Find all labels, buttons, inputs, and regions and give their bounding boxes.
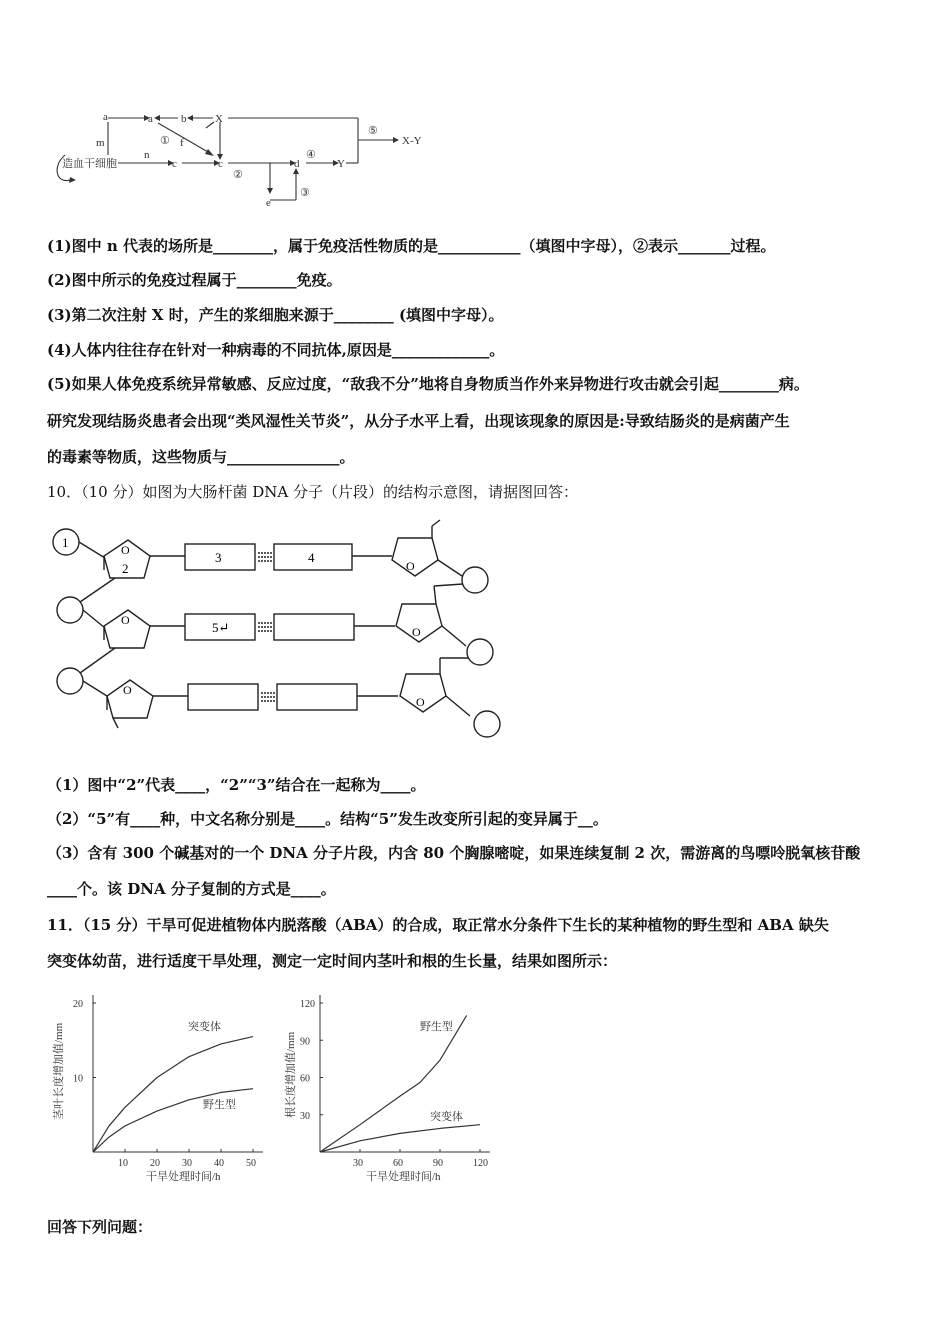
diagram-label: a xyxy=(148,113,153,125)
diagram-label: ② xyxy=(233,169,243,181)
q9-line-6: 研究发现结肠炎患者会出现“类风湿性关节炎”，从分子水平上看，出现该现象的原因是:导致结肠炎的是病菌产生 xyxy=(47,412,790,430)
diagram-label: ③ xyxy=(300,187,310,199)
q10-sub-3: （3）含有 300 个碱基对的一个 DNA 分子片段，内含 80 个胸腺嘧啶，如果连续复制 2 次，需游离的鸟嘌呤脱氧核苷酸 xyxy=(47,844,861,862)
dna-label-1: 1 xyxy=(62,535,69,550)
chart1-y-tick-label: 10 xyxy=(73,1073,83,1085)
root-growth-chart xyxy=(280,990,500,1190)
chart2-series-line-1 xyxy=(320,1125,480,1152)
q9-line-4: (4)人体内往往存在针对一种病毒的不同抗体,原因是_____________。 xyxy=(47,341,505,359)
diagram-label: d xyxy=(294,158,300,170)
dna-structure-diagram xyxy=(50,518,510,743)
dna-oxygen-label: O xyxy=(121,543,130,557)
chart2-y-label: 根长度增加值/mm xyxy=(285,1031,297,1118)
chart1-x-tick-label: 10 xyxy=(118,1158,128,1169)
chart1-legend-wild: 野生型 xyxy=(203,1099,236,1111)
chart2-x-tick-label: 60 xyxy=(393,1158,403,1169)
chart2-x-tick-label: 90 xyxy=(433,1158,443,1169)
q9-line-3: (3)第二次注射 X 时，产生的浆细胞来源于________ (填图中字母）。 xyxy=(47,306,504,324)
immune-process-diagram xyxy=(48,100,448,215)
q9-line-1: (1)图中 n 代表的场所是________，属于免疫活性物质的是___________（填图中字母），②表示_______过程。 xyxy=(47,237,776,255)
chart2-legend-mutant: 突变体 xyxy=(430,1111,463,1123)
diagram-label: ⑤ xyxy=(368,125,378,137)
stem-leaf-growth-chart xyxy=(48,990,278,1190)
chart2-y-tick-label: 30 xyxy=(300,1110,310,1122)
chart1-x-tick-label: 30 xyxy=(182,1158,192,1169)
diagram-label: ① xyxy=(160,135,170,147)
dna-oxygen-label: O xyxy=(416,695,425,709)
q10-sub-4: ____个。该 DNA 分子复制的方式是____。 xyxy=(47,880,336,898)
diagram-label: c xyxy=(172,158,177,170)
chart1-x-tick-label: 20 xyxy=(150,1158,160,1169)
dna-label-2: 2 xyxy=(122,561,129,576)
chart2-y-tick-label: 120 xyxy=(300,999,315,1010)
diagram-label: X-Y xyxy=(402,135,422,147)
diagram-label: X xyxy=(215,113,223,125)
diagram-label: c xyxy=(218,158,223,170)
chart2-y-tick-label: 60 xyxy=(300,1073,310,1085)
q11-answer-prompt: 回答下列问题： xyxy=(47,1218,153,1236)
chart2-series-line-0 xyxy=(320,1015,467,1152)
chart1-legend-mutant: 突变体 xyxy=(188,1021,221,1033)
dna-label-5: 5↵ xyxy=(212,620,230,635)
chart2-x-label: 干旱处理时间/h xyxy=(366,1171,441,1183)
q10-title: 10．（10 分）如图为大肠杆菌 DNA 分子（片段）的结构示意图，请据图回答： xyxy=(47,483,578,501)
diagram-label: m xyxy=(96,137,105,149)
diagram-label: n xyxy=(144,149,150,161)
dna-label-4: 4 xyxy=(308,550,315,565)
dna-oxygen-label: O xyxy=(412,625,421,639)
q10-sub-2: （2）“5”有____种，中文名称分别是____。结构“5”发生改变所引起的变异属于__。 xyxy=(47,810,608,828)
q10-sub-1: （1）图中“2”代表____，“2”“3”结合在一起称为____。 xyxy=(47,776,426,794)
q9-line-5: (5)如果人体免疫系统异常敏感、反应过度，“敌我不分”地将自身物质当作外来异物进行攻击就会引起________病。 xyxy=(47,375,809,393)
diagram-label: ④ xyxy=(306,149,316,161)
dna-label-3: 3 xyxy=(215,550,222,565)
dna-oxygen-label: O xyxy=(121,613,130,627)
dna-oxygen-label: O xyxy=(123,683,132,697)
diagram-label: b xyxy=(181,113,187,125)
diagram-label: a xyxy=(103,111,108,123)
chart1-x-label: 干旱处理时间/h xyxy=(146,1171,221,1183)
dna-oxygen-label: O xyxy=(406,559,415,573)
chart2-x-tick-label: 120 xyxy=(473,1158,488,1169)
chart1-x-tick-label: 50 xyxy=(246,1158,256,1169)
chart1-x-tick-label: 40 xyxy=(214,1158,224,1169)
q9-line-7: 的毒素等物质，这些物质与_______________。 xyxy=(47,448,355,466)
chart1-y-tick-label: 20 xyxy=(73,999,83,1010)
diagram-label: e xyxy=(266,197,271,209)
q11-line-2: 突变体幼苗，进行适度干旱处理，测定一定时间内茎叶和根的生长量，结果如图所示： xyxy=(47,952,618,970)
diagram-label: Y xyxy=(337,158,345,170)
chart2-x-tick-label: 30 xyxy=(353,1158,363,1169)
chart2-legend-wild: 野生型 xyxy=(420,1021,453,1033)
chart1-y-label: 茎叶长度增加值/mm xyxy=(53,1022,65,1120)
diagram-label: 造血干细胞 xyxy=(62,158,117,170)
chart2-y-tick-label: 90 xyxy=(300,1036,310,1048)
q11-line-1: 11．（15 分）干旱可促进植物体内脱落酸（ABA）的合成，取正常水分条件下生长的某种植物的野生型和 ABA 缺失 xyxy=(47,916,829,934)
chart1-series-line-0 xyxy=(93,1037,253,1152)
q9-line-2: (2)图中所示的免疫过程属于________免疫。 xyxy=(47,271,342,289)
diagram-label: f xyxy=(180,137,184,149)
